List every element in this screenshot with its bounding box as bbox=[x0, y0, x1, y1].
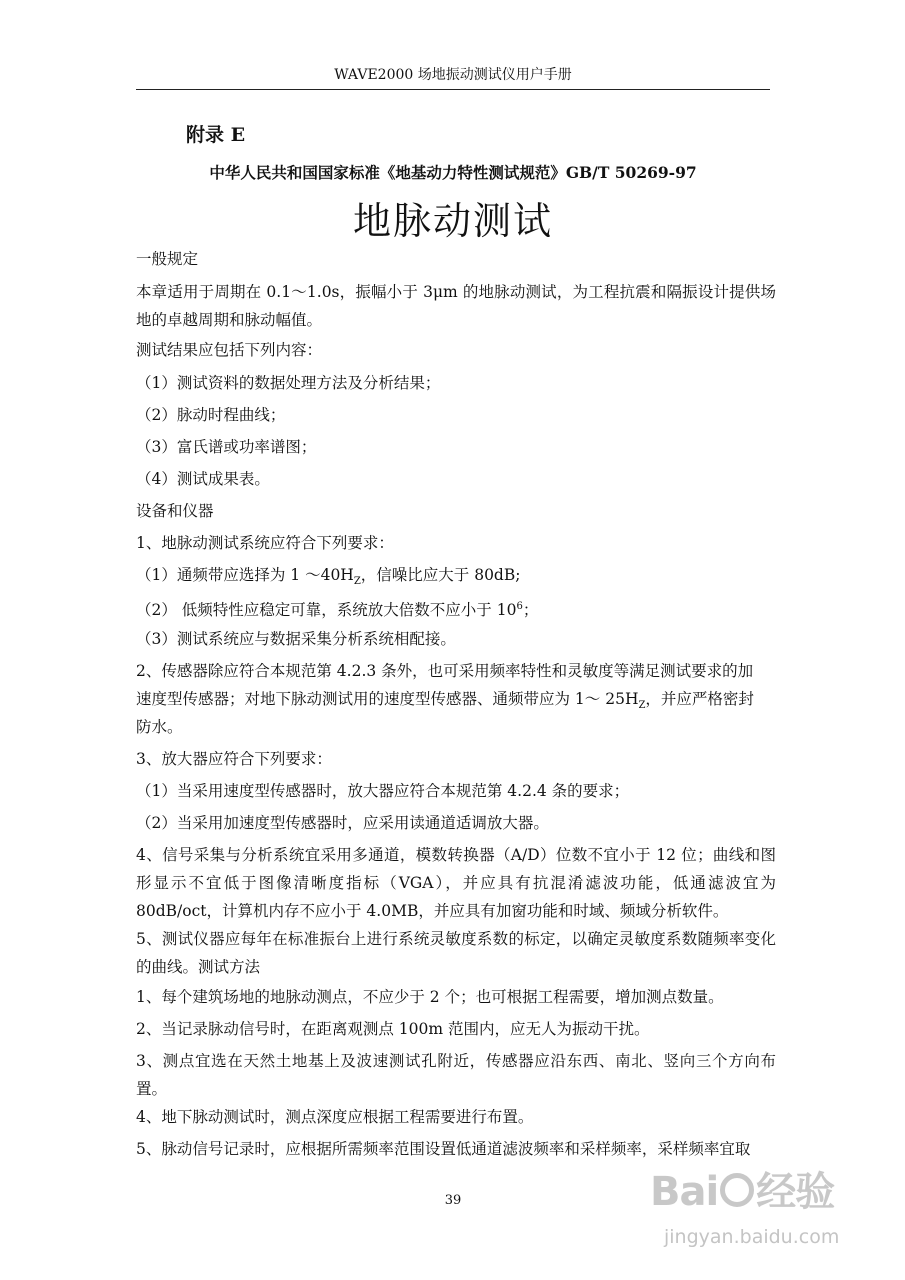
requirement-3-2: （2）当采用加速度型传感器时，应采用读通道适调放大器。 bbox=[136, 814, 549, 832]
page-number: 39 bbox=[444, 1193, 462, 1208]
list-item: （3）富氏谱或功率谱图； bbox=[136, 438, 317, 456]
paragraph-results: 测试结果应包括下列内容： bbox=[136, 341, 323, 359]
method-1: 1、每个建筑场地的地脉动测点，不应少于 2 个；也可根据工程需要，增加测点数量。 bbox=[136, 988, 724, 1006]
requirement-3-1: （1）当采用速度型传感器时，放大器应符合本规范第 4.2.4 条的要求； bbox=[136, 782, 630, 800]
method-3: 3、测点宜选在天然土地基上及波速测试孔附近，传感器应沿东西、南北、竖向三个方向布置。 bbox=[136, 1052, 776, 1098]
paragraph-scope: 本章适用于周期在 0.1～1.0s，振幅小于 3μm 的地脉动测试，为工程抗震和隔振设计提供场地的卓越周期和脉动幅值。 bbox=[136, 283, 776, 329]
requirement-1-3: （3）测试系统应与数据采集分析系统相配接。 bbox=[136, 630, 456, 648]
list-item: （4）测试成果表。 bbox=[136, 470, 270, 488]
requirement-2-line-1: 2、传感器除应符合本规范第 4.2.3 条外，也可采用频率特性和灵敏度等满足测试要求的加 bbox=[136, 662, 754, 680]
requirement-1-2: （2） 低频特性应稳定可靠，系统放大倍数不应小于 $10^6$； bbox=[136, 601, 539, 620]
requirement-1: 1、地脉动测试系统应符合下列要求： bbox=[136, 534, 394, 552]
method-5: 5、脉动信号记录时，应根据所需频率范围设置低通道滤波频率和采样频率，采样频率宜取 bbox=[136, 1140, 751, 1158]
paw-icon bbox=[720, 1173, 754, 1207]
list-item: （1）测试资料的数据处理方法及分析结果； bbox=[136, 374, 441, 392]
method-2: 2、当记录脉动信号时，在距离观测点 100m 范围内，应无人为振动干扰。 bbox=[136, 1020, 650, 1038]
appendix-label: 附录 E bbox=[186, 124, 246, 146]
requirement-3: 3、放大器应符合下列要求： bbox=[136, 750, 332, 768]
method-4: 4、地下脉动测试时，测点深度应根据工程需要进行布置。 bbox=[136, 1108, 534, 1126]
section-heading-equipment: 设备和仪器 bbox=[136, 502, 214, 520]
requirement-4: 4、信号采集与分析系统宜采用多通道，模数转换器（A/D）位数不宜小于 12 位；曲线和图形显示不宜低于图像清晰度指标（VGA），并应具有抗混淆滤波功能，低通滤波宜为 80dB/oct，计算机内存不应小于 4.0MB，并应具有加窗功能和时域、频域分析软件。 bbox=[136, 846, 776, 920]
page-title: 地脉动测试 bbox=[352, 199, 553, 243]
watermark-logo: Bai 经验 bbox=[650, 1169, 835, 1215]
page-header: WAVE2000 场地振动测试仪用户手册 bbox=[136, 64, 770, 90]
section-heading-general: 一般规定 bbox=[136, 250, 199, 268]
baidu-jingyan-watermark bbox=[650, 1148, 900, 1268]
requirement-2-line-2: 速度型传感器；对地下脉动测试用的速度型传感器、通频带应为 1～ $25H_Z$，并应严格密封 bbox=[136, 690, 754, 712]
requirement-2-line-3: 防水。 bbox=[136, 718, 183, 736]
list-item: （2）脉动时程曲线； bbox=[136, 406, 286, 424]
standard-subtitle: 中华人民共和国国家标准《地基动力特性测试规范》GB/T 50269-97 bbox=[209, 163, 697, 182]
watermark-url: jingyan.baidu.com bbox=[664, 1226, 840, 1248]
requirement-5: 5、测试仪器应每年在标准振台上进行系统灵敏度系数的标定，以确定灵敏度系数随频率变化的曲线。测试方法 bbox=[136, 930, 776, 976]
requirement-1-1: （1）通频带应选择为 1 $\sim 40H_Z$，信噪比应大于 80dB; bbox=[136, 566, 521, 588]
